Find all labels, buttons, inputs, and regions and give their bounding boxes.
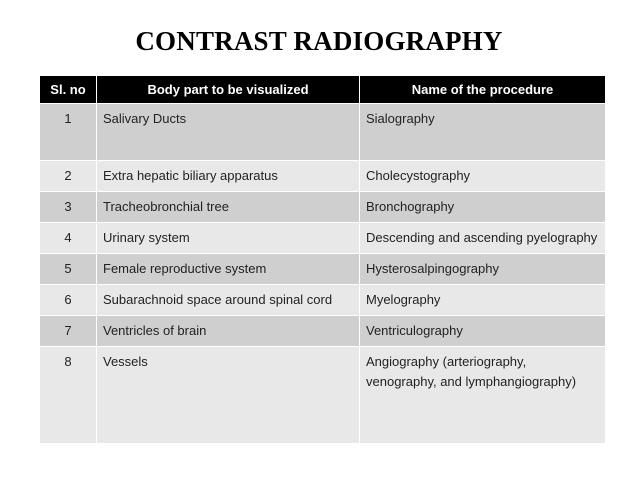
row-number: 4 — [40, 223, 97, 254]
header-procedure: Name of the procedure — [360, 76, 606, 104]
row-number: 3 — [40, 192, 97, 223]
row-number: 8 — [40, 347, 97, 444]
table-row — [40, 223, 606, 254]
table-row — [40, 347, 606, 444]
body-part-cell: Subarachnoid space around spinal cord — [97, 285, 360, 316]
body-part-cell: Tracheobronchial tree — [97, 192, 360, 223]
row-number: 1 — [40, 104, 97, 161]
header-body-part: Body part to be visualized — [97, 76, 360, 104]
table-row — [40, 161, 606, 192]
procedure-cell: Descending and ascending pyelography — [360, 223, 606, 254]
procedure-cell: Hysterosalpingography — [360, 254, 606, 285]
slide-title: CONTRAST RADIOGRAPHY — [135, 26, 503, 56]
header-sl-no: Sl. no — [40, 76, 97, 104]
table-header-row — [40, 76, 606, 104]
table-row — [40, 192, 606, 223]
table-row — [40, 254, 606, 285]
procedure-cell: Myelography — [360, 285, 606, 316]
row-number: 5 — [40, 254, 97, 285]
procedure-cell: Angiography (arteriography, venography, and lymphangiography) — [360, 347, 606, 444]
procedure-cell: Cholecystography — [360, 161, 606, 192]
row-number: 6 — [40, 285, 97, 316]
row-number: 2 — [40, 161, 97, 192]
table-row — [40, 285, 606, 316]
body-part-cell: Ventricles of brain — [97, 316, 360, 347]
body-part-cell: Female reproductive system — [97, 254, 360, 285]
procedure-cell: Bronchography — [360, 192, 606, 223]
table-row — [40, 316, 606, 347]
procedures-table — [39, 76, 606, 444]
row-number: 7 — [40, 316, 97, 347]
table-row — [40, 104, 606, 161]
body-part-cell: Urinary system — [97, 223, 360, 254]
procedure-cell: Ventriculography — [360, 316, 606, 347]
body-part-cell: Vessels — [97, 347, 360, 444]
procedure-cell: Sialography — [360, 104, 606, 161]
body-part-cell: Extra hepatic biliary apparatus — [97, 161, 360, 192]
body-part-cell: Salivary Ducts — [97, 104, 360, 161]
